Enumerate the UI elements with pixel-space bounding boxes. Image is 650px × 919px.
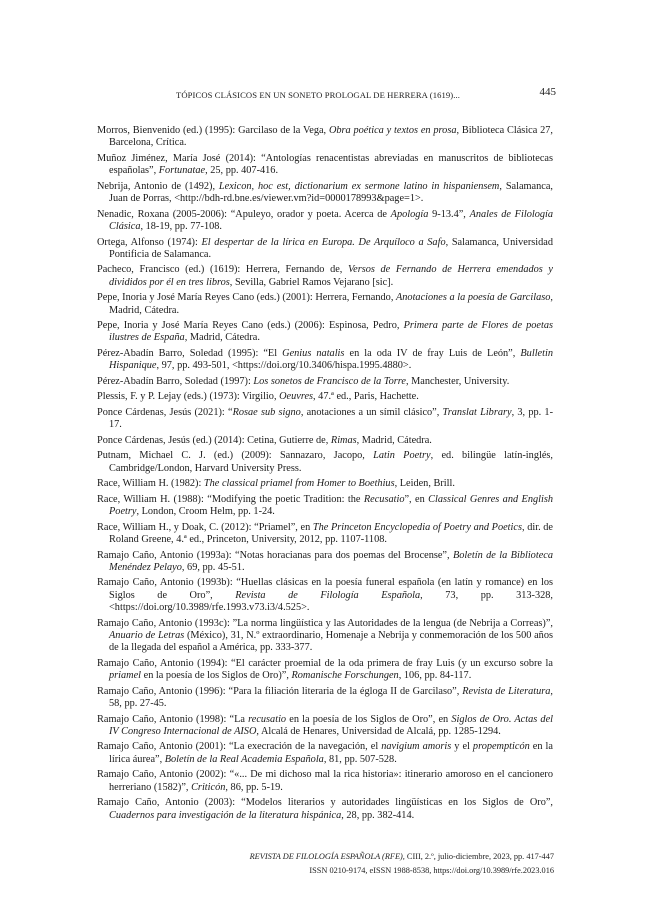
reference-text: , 47.ª ed., Paris, Hachette.: [313, 391, 419, 403]
reference-text: Ramajo Caño, Antonio (1993c): ”La norma lingüística y las Autoridades de la lengua (de Nebrija a Correas)”,: [97, 617, 553, 629]
reference-italic-title: Oeuvres: [279, 391, 314, 403]
reference-italic-title: priamel: [109, 670, 142, 682]
reference-text: Ponce Cárdenas, Jesús (ed.) (2014): Cetina, Gutierre de,: [97, 434, 331, 446]
reference-italic-title: Boletín de la Real Academia Española: [164, 753, 324, 765]
reference-text: Ramajo Caño, Antonio (2001): “La execración de la navegación, el: [97, 741, 382, 753]
bibliography-list: [97, 125, 553, 825]
reference-text: , 86, pp. 5-19.: [225, 781, 283, 793]
reference-italic-title: El despertar de la lírica en Europa. De Arquíloco a Safo: [201, 236, 446, 248]
reference-italic-title: Anuario de Letras: [109, 629, 185, 641]
reference-italic-title: Revista de Filología Española: [235, 589, 421, 601]
reference-text: Ramajo Caño, Antonio (1996): “Para la filiación literaria de la égloga II de Garcilaso”,: [97, 685, 463, 697]
reference-text: en la oda IV de fray Luis de León”,: [344, 348, 521, 359]
reference-text: Ramajo Caño, Antonio (2003): “Modelos literarios y autoridades lingüísticas en los Siglos de Oro”,: [97, 797, 553, 809]
reference-italic-title: Fortunatae: [158, 165, 206, 177]
journal-citation: [196, 852, 554, 861]
reference-entry: [97, 348, 553, 373]
issn-doi: ISSN 0210-9174, eISSN 1988-8538, https://doi.org/10.3989/rfe.2023.016: [309, 866, 554, 875]
reference-text: Pérez-Abadín Barro, Soledad (1997):: [97, 375, 254, 387]
reference-italic-title: Criticón: [191, 781, 226, 793]
reference-text: , Madrid, Cátedra.: [356, 434, 432, 446]
reference-entry: [97, 181, 553, 206]
reference-text: , London, Croom Helm, pp. 1-24.: [136, 506, 275, 518]
reference-entry: [97, 686, 553, 711]
reference-text: , Sevilla, Gabriel Ramos Vejarano [sic].: [229, 276, 394, 288]
reference-italic-title: Obra poética y textos en prosa: [328, 125, 457, 136]
reference-entry: [97, 153, 553, 178]
reference-italic-title: Genius natalis: [282, 348, 345, 359]
reference-italic-title: Translat Library: [442, 406, 512, 418]
reference-text: , 28, pp. 382-414.: [341, 809, 415, 821]
reference-text: Ramajo Caño, Antonio (1993b): “Huellas clásicas en la poesía funeral española (en latín y romance) en los Siglos de Oro”,: [97, 577, 553, 601]
reference-text: Pérez-Abadín Barro, Soledad (1995): “El: [97, 348, 283, 359]
reference-italic-title: Rimas: [330, 434, 357, 446]
reference-text: Race, William H. (1988): “Modifying the poetic Tradition: the: [97, 493, 364, 505]
reference-text: Putnam, Michael C. J. (ed.) (2009): Sannazaro, Jacopo,: [97, 450, 374, 462]
reference-entry: [97, 391, 553, 403]
reference-entry: [97, 522, 553, 547]
reference-text: , Biblioteca Clásica 27, Barcelona, Crítica.: [109, 125, 554, 149]
reference-text: , dir. de Roland Greene, 4.ª ed., Princeton, University, 2012, pp. 1107-1108.: [109, 521, 553, 545]
reference-text: , 18-19, pp. 77-108.: [140, 220, 222, 232]
reference-entry: [97, 407, 553, 432]
reference-text: , Madrid, Cátedra.: [184, 332, 260, 344]
reference-italic-title: Bulletin Hispanique: [109, 348, 553, 372]
reference-text: Pepe, Inoria y José María Reyes Cano (eds.) (2001): Herrera, Fernando,: [97, 292, 396, 304]
reference-text: , Madrid, Cátedra.: [109, 292, 553, 316]
reference-entry: [97, 292, 553, 317]
reference-italic-title: Versos de Fernando de Herrera emendados y divididos por él en tres libros: [109, 264, 553, 288]
reference-text: Morros, Bienvenido (ed.) (1995): Garcilaso de la Vega,: [97, 125, 329, 136]
reference-italic-title: The Princeton Encyclopedia of Poetry and Poetics: [312, 521, 522, 533]
reference-text: , 25, pp. 407-416.: [205, 165, 279, 177]
reference-text: Ramajo Caño, Antonio (1993a): “Notas horacianas para dos poemas del Brocense”,: [97, 549, 453, 561]
reference-italic-title: Siglos de Oro. Actas del IV Congreso Internacional de AISO: [109, 713, 554, 737]
reference-text: Plessis, F. y P. Lejay (eds.) (1973): Virgilio,: [97, 391, 280, 403]
journal-issue: CIII, 2.º, julio-diciembre, 2023, pp. 417-447: [404, 852, 554, 861]
reference-entry: [97, 618, 553, 655]
reference-text: Race, William H. (1982):: [97, 478, 204, 490]
reference-text: , 97, pp. 493-501, <https://doi.org/10.3406/hispa.1995.4880>.: [156, 360, 412, 372]
reference-entry: [97, 741, 553, 766]
reference-text: , Salamanca, Universidad Pontificia de Salamanca.: [109, 236, 553, 260]
reference-italic-title: recusatio: [248, 713, 287, 725]
running-title: TÓPICOS CLÁSICOS EN UN SONETO PROLOGAL DE HERRERA (1619)...: [176, 90, 461, 100]
reference-text: Ramajo Caño, Antonio (2002): “«... De mi dichoso mal la rica historia»: itinerario amoroso en el cancionero herreriano (1582)”,: [97, 769, 553, 793]
reference-text: , Manchester, University.: [405, 375, 510, 387]
reference-text: Nenadic, Roxana (2005-2006): “Apuleyo, orador y poeta. Acerca de: [97, 208, 391, 220]
reference-entry: [97, 550, 553, 575]
reference-italic-title: Recusatio: [363, 493, 405, 505]
reference-text: , Alcalá de Henares, Universidad de Alcalá, pp. 1285-1294.: [256, 725, 501, 737]
reference-entry: [97, 797, 553, 822]
reference-text: ”, en: [404, 493, 429, 505]
reference-entry: [97, 125, 553, 150]
reference-entry: [97, 769, 553, 794]
reference-text: , Leiden, Brill.: [394, 478, 455, 490]
reference-italic-title: Lexicon, hoc est, dictionarium ex sermone latino in hispaniensem: [218, 180, 500, 192]
reference-text: Ramajo Caño, Antonio (1994): “El carácter proemial de la oda primera de fray Luis (y un excurso sobre la: [97, 657, 553, 669]
reference-entry: [97, 494, 553, 519]
reference-text: Ramajo Caño, Antonio (1998): “La: [97, 713, 249, 725]
reference-entry: [97, 478, 553, 490]
reference-italic-title: Los sonetos de Francisco de la Torre: [253, 375, 406, 387]
reference-text: , 81, pp. 507-528.: [323, 753, 397, 765]
reference-entry: [97, 577, 553, 614]
reference-text: Nebrija, Antonio de (1492),: [97, 180, 219, 192]
reference-text: Ponce Cárdenas, Jesús (2021): “: [97, 406, 233, 418]
reference-italic-title: Romanische Forschungen: [291, 670, 399, 682]
reference-text: , 106, pp. 84-117.: [398, 670, 472, 682]
reference-italic-title: Anales de Filología Clásica: [109, 208, 554, 232]
reference-text: 9-13.4”,: [428, 208, 470, 220]
reference-text: , anotaciones a un símil clásico”,: [300, 406, 443, 418]
reference-text: (México), 31, N.º extraordinario, Homenaje a Nebrija y conmemoración de los 500 años de la llegada del español a América, pp. 333-377.: [109, 629, 553, 654]
reference-italic-title: Latin Poetry: [373, 450, 431, 462]
reference-italic-title: Cuadernos para investigación de la literatura hispánica: [109, 809, 342, 821]
reference-entry: [97, 264, 553, 289]
reference-entry: [97, 320, 553, 345]
reference-text: Muñoz Jiménez, María José (2014): “Antologías renacentistas abreviadas en manuscritos de bibliotecas españolas”,: [97, 152, 553, 177]
reference-italic-title: Apología: [390, 208, 429, 220]
reference-text: , 3, pp. 1-17.: [109, 406, 553, 431]
reference-entry: [97, 658, 553, 683]
reference-italic-title: Anotaciones a la poesía de Garcilaso: [395, 292, 551, 304]
reference-text: Ortega, Alfonso (1974):: [97, 236, 202, 248]
reference-text: , 58, pp. 27-45.: [109, 685, 553, 710]
reference-italic-title: navigium amoris: [381, 741, 452, 753]
reference-text: , Salamanca, Juan de Porras, <http://bdh-rd.bne.es/viewer.vm?id=0000178993&page=1>.: [109, 180, 553, 205]
reference-text: Race, William H., y Doak, C. (2012): “Priamel”, en: [97, 521, 313, 533]
reference-italic-title: Revista de Literatura: [462, 685, 551, 697]
reference-text: en la lírica áurea”,: [109, 741, 553, 765]
reference-text: y el: [451, 741, 473, 753]
reference-italic-title: Rosae sub signo: [232, 406, 301, 418]
reference-text: Pepe, Inoria y José María Reyes Cano (eds.) (2006): Espinosa, Pedro,: [97, 320, 404, 332]
reference-text: en la poesía de los Siglos de Oro)”,: [141, 670, 292, 682]
reference-entry: [97, 376, 553, 388]
page-number: 445: [539, 86, 556, 98]
reference-italic-title: The classical priamel from Homer to Boethius: [203, 478, 395, 490]
reference-text: , 73, pp. 313-328, <https://doi.org/10.3989/rfe.1993.v73.i3/4.525>.: [109, 589, 553, 614]
reference-text: en la poesía de los Siglos de Oro”, en: [286, 713, 452, 725]
reference-entry: [97, 209, 553, 234]
reference-entry: [97, 435, 553, 447]
reference-entry: [97, 237, 553, 262]
reference-italic-title: propempticón: [472, 741, 530, 753]
reference-text: , ed. bilingüe latín-inglés, Cambridge/London, Harvard University Press.: [109, 450, 553, 474]
reference-entry: [97, 450, 553, 475]
journal-title: REVISTA DE FILOLOGÍA ESPAÑOLA (RFE),: [249, 852, 405, 861]
reference-italic-title: Primera parte de Flores de poetas ilustres de España: [109, 320, 554, 344]
reference-italic-title: Classical Genres and English Poetry: [109, 493, 553, 518]
reference-entry: [97, 714, 553, 739]
reference-text: Pacheco, Francisco (ed.) (1619): Herrera, Fernando de,: [97, 264, 348, 276]
reference-text: , 69, pp. 45-51.: [181, 561, 245, 573]
reference-italic-title: Boletín de la Biblioteca Menéndez Pelayo: [109, 549, 553, 573]
